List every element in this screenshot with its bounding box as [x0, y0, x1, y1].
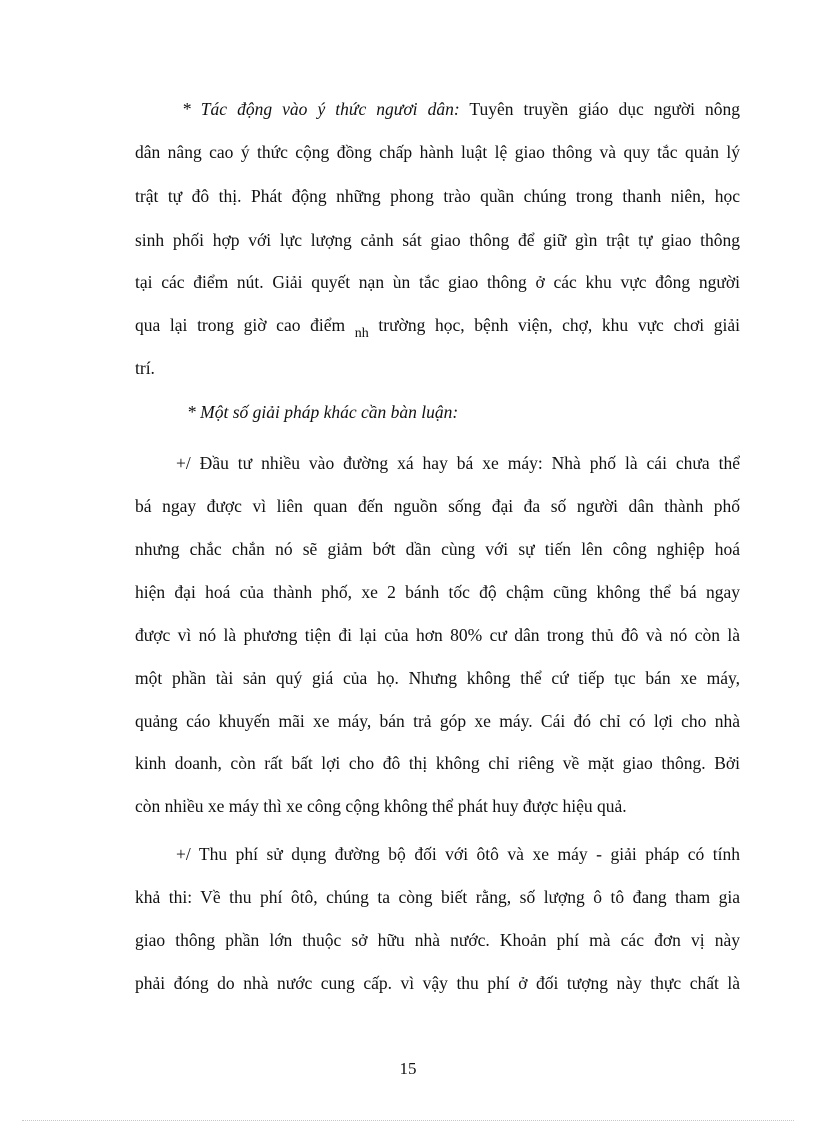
paragraph-1-line-3: trật tự đô thị. Phát động những phong trào quần chúng trong thanh niên, học: [135, 186, 740, 206]
paragraph-2-line-8: kinh doanh, còn rất bất lợi cho đô thị không chỉ riêng về mặt giao thông. Bởi: [135, 753, 740, 773]
paragraph-1-line-4: sinh phối hợp với lực lượng cảnh sát giao thông để giữ gìn trật tự giao thông: [135, 230, 740, 250]
paragraph-2-line-9: còn nhiều xe máy thì xe công cộng không thể phát huy được hiệu quả.: [135, 796, 627, 816]
footer-divider: [22, 1120, 794, 1121]
line-6-subscript: nh: [354, 326, 369, 341]
page-number: 15: [399, 1059, 417, 1078]
paragraph-2-line-7: quảng cáo khuyến mãi xe máy, bán trả góp xe máy. Cái đó chỉ có lợi cho nhà: [135, 711, 740, 731]
paragraph-2-line-6: một phần tài sản quý giá của họ. Nhưng không thể cứ tiếp tục bán xe máy,: [135, 668, 740, 688]
paragraph-3-line-4: phải đóng do nhà nước cung cấp. vì vậy thu phí ở đối tượng này thực chất là: [135, 973, 740, 993]
paragraph-3-line-1: +/ Thu phí sử dụng đường bộ đối với ôtô và xe máy - giải pháp có tính: [176, 844, 740, 864]
paragraph-1-line-6: [135, 313, 740, 340]
paragraph-3-line-2: khả thi: Về thu phí ôtô, chúng ta còng biết rằng, số lượng ô tô đang tham gia: [135, 887, 740, 907]
paragraph-1-line-5: tại các điểm nút. Giải quyết nạn ùn tắc giao thông ở các khu vực đông người: [135, 272, 740, 292]
paragraph-2-line-3: nhưng chắc chắn nó sẽ giảm bớt dần cùng với sự tiến lên công nghiệp hoá: [135, 539, 740, 559]
paragraph-2-line-1: +/ Đầu tư nhiều vào đường xá hay bá xe máy: Nhà phố là cái chưa thể: [176, 453, 740, 473]
paragraph-1-lead: * Tác động vào ý thức ngươi dân:: [182, 99, 460, 119]
paragraph-1-line-2: dân nâng cao ý thức cộng đồng chấp hành luật lệ giao thông và quy tắc quản lý: [135, 142, 740, 162]
section-heading: * Một số giải pháp khác cần bàn luận:: [187, 402, 459, 422]
paragraph-2-line-5: được vì nó là phương tiện đi lại của hơn 80% cư dân trong thủ đô và nó còn là: [135, 625, 740, 645]
paragraph-1-line-7: trí.: [135, 358, 155, 378]
paragraph-2-line-4: hiện đại hoá của thành phố, xe 2 bánh tốc độ chậm cũng không thể bá ngay: [135, 582, 740, 602]
paragraph-1-line-1: [182, 97, 740, 121]
paragraph-2-line-2: bá ngay được vì liên quan đến nguồn sống đại đa số người dân thành phố: [135, 496, 740, 516]
paragraph-3-line-3: giao thông phần lớn thuộc sở hữu nhà nước. Khoản phí mà các đơn vị này: [135, 930, 740, 950]
line-6-after: trường học, bệnh viện, chợ, khu vực chơi giải: [378, 315, 741, 335]
line-6-before: qua lại trong giờ cao điểm: [135, 315, 346, 335]
paragraph-1-line-1-text: Tuyên truyền giáo dục người nông: [459, 99, 740, 119]
